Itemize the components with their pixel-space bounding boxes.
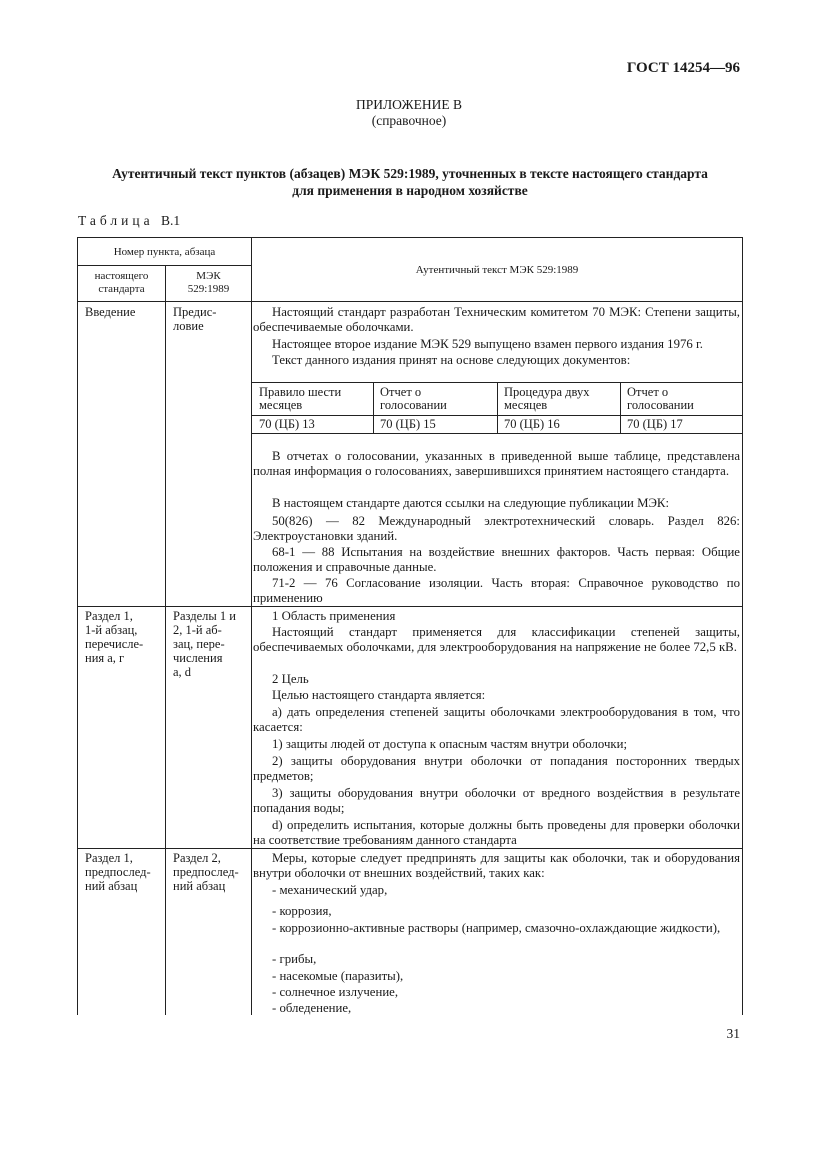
- document-title-line: Аутентичный текст пунктов (абзацев) МЭК 529:1989, уточненных в тексте настоящего стандарта: [112, 166, 708, 181]
- paragraph: Текст данного издания принят на основе следующих документов:: [272, 353, 631, 367]
- paragraph: Меры, которые следует предпринять для защиты как оболочки, так и оборудования внутри оболочки от внешних воздействий, таких как:: [253, 851, 740, 880]
- document-code: ГОСТ 14254—96: [626, 60, 740, 76]
- inner-value: 70 (ЦБ) 13: [259, 417, 315, 431]
- paragraph: 50(826) — 82 Международный электротехнический словарь. Раздел 826: Электроустановки зданий.: [253, 514, 740, 543]
- header-col-standard: настоящего стандарта: [94, 270, 149, 295]
- section-heading: 1 Область применения: [272, 609, 396, 623]
- paragraph: d) определить испытания, которые должны быть проведены для проверки оболочки на соответствие требованиям данного стандарта: [253, 818, 740, 847]
- list-item: - коррозия,: [272, 904, 332, 918]
- appendix-subtitle: (справочное): [371, 113, 447, 128]
- list-item: - насекомые (паразиты),: [272, 969, 404, 983]
- paragraph: 2) защиты оборудования внутри оболочки от попадания посторонних твердых предметов;: [253, 754, 740, 783]
- inner-value: 70 (ЦБ) 15: [380, 417, 436, 431]
- inner-header: Отчет о голосовании: [380, 385, 447, 412]
- list-item: - грибы,: [272, 952, 317, 966]
- inner-value: 70 (ЦБ) 17: [627, 417, 683, 431]
- row3-col1: Раздел 1, предпослед- ний абзац: [85, 851, 151, 893]
- header-group: Номер пункта, абзаца: [113, 246, 216, 258]
- section-heading: 2 Цель: [272, 672, 309, 686]
- paragraph: a) дать определения степеней защиты оболочками электрооборудования в том, что касается:: [253, 705, 740, 734]
- paragraph: Настоящий стандарт разработан Техническим комитетом 70 МЭК: Степени защиты, обеспечиваемые оболочками.: [253, 305, 740, 334]
- paragraph: Настоящее второе издание МЭК 529 выпущено взамен первого издания 1976 г.: [272, 337, 703, 351]
- header-col-iec: МЭК 529:1989: [187, 270, 230, 295]
- inner-table: [252, 382, 742, 434]
- paragraph: 3) защиты оборудования внутри оболочки от вредного воздействия в результате попадания воды;: [253, 786, 740, 815]
- row2-col2: Разделы 1 и 2, 1-й аб- зац, пере- числения a, d: [173, 609, 236, 679]
- list-item: - коррозионно-активные растворы (например, смазочно-охлаждающие жидкости),: [272, 921, 721, 935]
- row3-col2: Раздел 2, предпослед- ний абзац: [173, 851, 239, 893]
- document-title: [80, 165, 740, 199]
- paragraph: 68-1 — 88 Испытания на воздействие внешних факторов. Часть первая: Общие положения и справочные данные.: [253, 545, 740, 574]
- table-label: Таблица В.1: [78, 213, 181, 228]
- row1-col1: Введение: [85, 305, 136, 319]
- inner-header: Правило шести месяцев: [259, 385, 342, 412]
- inner-value: 70 (ЦБ) 16: [504, 417, 560, 431]
- table: [77, 237, 743, 1015]
- paragraph: 1) защиты людей от доступа к опасным частям внутри оболочки;: [272, 737, 628, 751]
- paragraph: В отчетах о голосовании, указанных в приведенной выше таблице, представлена полная информация о голосованиях, завершившихся принятием настоящего стандарта.: [253, 449, 740, 478]
- paragraph: В настоящем стандарте даются ссылки на следующие публикации МЭК:: [272, 496, 670, 510]
- paragraph: 71-2 — 76 Согласование изоляции. Часть вторая: Справочное руководство по применению: [253, 576, 740, 605]
- document-title-line: для применения в народном хозяйстве: [292, 183, 528, 198]
- row1-col2: Предис- ловие: [173, 305, 217, 333]
- list-item: - механический удар,: [272, 883, 388, 897]
- appendix-title: ПРИЛОЖЕНИЕ В: [355, 97, 463, 112]
- paragraph: Целью настоящего стандарта является:: [272, 688, 486, 702]
- table-number: В.1: [161, 213, 181, 228]
- page-number: 31: [726, 1026, 740, 1041]
- paragraph: Настоящий стандарт применяется для классификации степеней защиты, обеспечиваемых оболочками, для электрооборудования на напряжение не более 72,5 кВ.: [253, 625, 740, 654]
- row2-col1: Раздел 1, 1-й абзац, перечисле- ния a, г: [85, 609, 144, 665]
- list-item: - обледенение,: [272, 1001, 352, 1015]
- inner-header: Процедура двух месяцев: [504, 385, 590, 412]
- appendix-heading: [0, 97, 818, 129]
- header-col-text: Аутентичный текст МЭК 529:1989: [415, 264, 579, 276]
- list-item: - солнечное излучение,: [272, 985, 399, 999]
- inner-header: Отчет о голосовании: [627, 385, 694, 412]
